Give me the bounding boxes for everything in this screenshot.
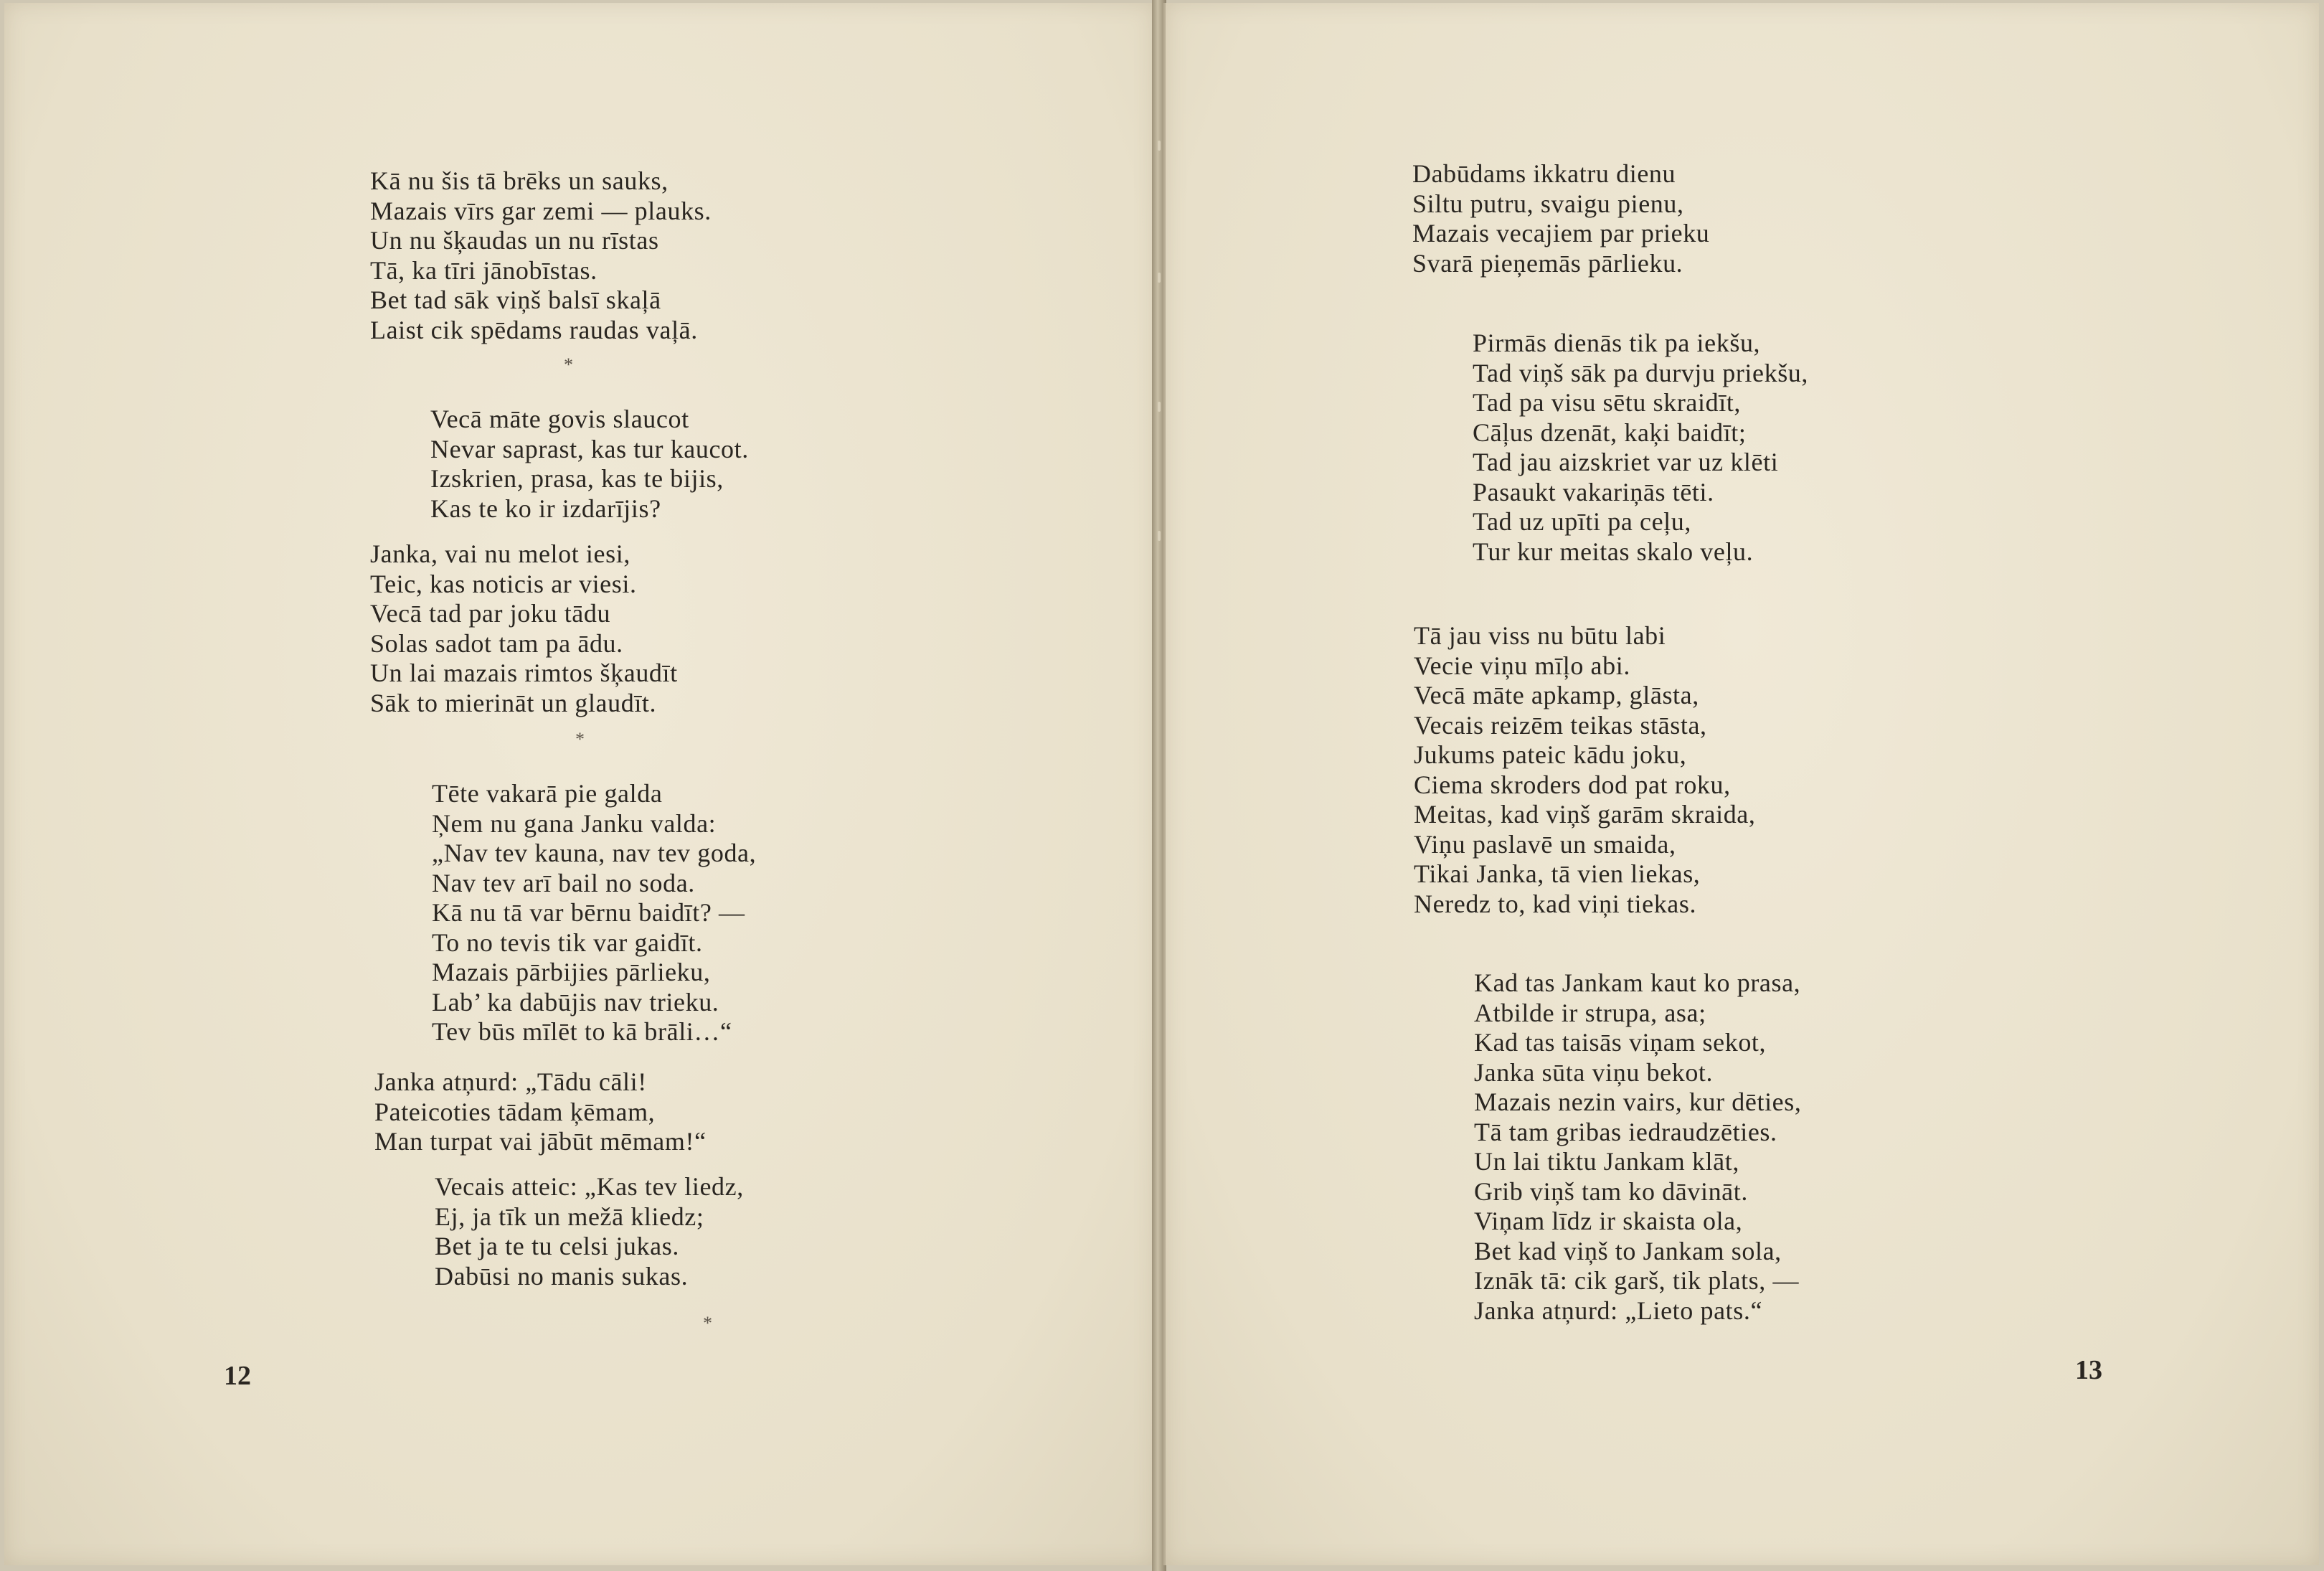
verse-line: Viņu paslavē un smaida, — [1414, 829, 1676, 859]
binding-stitch — [1158, 141, 1161, 151]
left-separator-2: * — [575, 729, 585, 750]
verse-line: Tā tam gribas iedraudzēties. — [1474, 1117, 1777, 1146]
verse-line: Ej, ja tīk un mežā kliedz; — [435, 1202, 704, 1231]
verse-line: Tad jau aizskriet var uz klēti — [1473, 448, 1779, 476]
verse-line: Vecie viņu mīļo abi. — [1414, 651, 1630, 680]
page-number-left: 12 — [224, 1361, 251, 1391]
verse-line: Bet kad viņš to Jankam sola, — [1474, 1236, 1782, 1265]
verse-line: Atbilde ir strupa, asa; — [1474, 998, 1706, 1027]
verse-line: Tur kur meitas skalo veļu. — [1473, 537, 1754, 566]
verse-line: Dabūsi no manis sukas. — [435, 1261, 689, 1291]
verse-line: Mazais vecajiem par prieku — [1412, 219, 1710, 247]
verse-line: Teic, kas noticis ar viesi. — [370, 569, 637, 598]
right-stanza-1 — [1412, 159, 1709, 278]
right-stanza-3 — [1414, 621, 1755, 919]
left-stanza-6 — [435, 1172, 744, 1291]
verse-line: Vecais reizēm teikas stāsta, — [1414, 710, 1707, 740]
verse-line: Tā jau viss nu būtu labi — [1414, 621, 1666, 650]
verse-line: Pasaukt vakariņās tēti. — [1473, 477, 1714, 506]
verse-line: To no tevis tik var gaidīt. — [432, 928, 703, 957]
verse-line: Mazais pārbijies pārlieku, — [432, 958, 711, 986]
left-separator-3: * — [703, 1313, 712, 1334]
verse-line: Jukums pateic kādu joku, — [1414, 740, 1687, 769]
verse-line: Dabūdams ikkatru dienu — [1412, 159, 1676, 188]
verse-line: Nevar saprast, kas tur kaucot. — [430, 434, 749, 463]
verse-line: Janka atņurd: „Tādu cāli! — [374, 1067, 647, 1096]
verse-line: Grib viņš tam ko dāvināt. — [1474, 1176, 1748, 1206]
verse-line: Siltu putru, svaigu pienu, — [1412, 189, 1684, 218]
verse-line: Bet tad sāk viņš balsī skaļā — [370, 286, 661, 314]
verse-line: Kad tas taisās viņam sekot, — [1474, 1028, 1767, 1057]
verse-line: Solas sadot tam pa ādu. — [370, 628, 623, 658]
verse-line: Laist cik spēdams raudas vaļā. — [370, 315, 698, 344]
left-stanza-5 — [374, 1067, 707, 1157]
verse-line: Meitas, kad viņš garām skraida, — [1414, 800, 1756, 829]
verse-line: Pateicoties tādam ķēmam, — [374, 1097, 656, 1126]
verse-line: Tā, ka tīri jānobīstas. — [370, 255, 597, 285]
left-stanza-1 — [370, 166, 712, 345]
verse-line: Tad viņš sāk pa durvju priekšu, — [1473, 358, 1809, 387]
verse-line: Tēte vakarā pie galda — [432, 779, 663, 808]
right-stanza-4 — [1474, 968, 1801, 1326]
verse-line: Vecā māte govis slaucot — [430, 405, 689, 433]
binding-stitch — [1158, 273, 1161, 283]
verse-line: Kā nu tā var bērnu baidīt? — — [432, 898, 745, 927]
verse-line: Svarā pieņemās pārlieku. — [1412, 248, 1683, 278]
left-stanza-2 — [430, 405, 749, 524]
right-stanza-2 — [1473, 329, 1808, 567]
verse-line: Un lai tiktu Jankam klāt, — [1474, 1147, 1739, 1176]
verse-line: Kas te ko ir izdarījis? — [430, 494, 661, 523]
verse-line: Vecā tad par joku tādu — [370, 599, 611, 628]
verse-line: Lab’ ka dabūjis nav trieku. — [432, 987, 719, 1016]
verse-line: Ciema skroders dod pat roku, — [1414, 770, 1731, 799]
verse-line: Kā nu šis tā brēks un sauks, — [370, 166, 669, 195]
left-stanza-4 — [432, 779, 756, 1047]
verse-line: Vecais atteic: „Kas tev liedz, — [435, 1172, 744, 1201]
verse-line: Bet ja te tu celsi jukas. — [435, 1232, 679, 1260]
binding-stitch — [1158, 402, 1161, 412]
verse-line: Cāļus dzenāt, kaķi baidīt; — [1473, 417, 1747, 447]
verse-line: „Nav tev kauna, nav tev goda, — [432, 839, 757, 867]
verse-line: Tev būs mīlēt to kā brāli…“ — [432, 1017, 732, 1046]
binding-stitch — [1158, 531, 1161, 541]
verse-line: Man turpat vai jābūt mēmam!“ — [374, 1127, 707, 1156]
verse-line: Un lai mazais rimtos šķaudīt — [370, 659, 678, 687]
right-page — [1163, 3, 2319, 1565]
verse-line: Iznāk tā: cik garš, tik plats, — — [1474, 1266, 1800, 1295]
verse-line: Un nu šķaudas un nu rīstas — [370, 226, 659, 255]
verse-line: Mazais vīrs gar zemi — plauks. — [370, 196, 712, 225]
verse-line: Ņem nu gana Janku valda: — [432, 808, 717, 838]
left-separator-1: * — [564, 354, 573, 375]
page-number-right: 13 — [2075, 1355, 2102, 1385]
verse-line: Vecā māte apkamp, glāsta, — [1414, 681, 1699, 709]
left-page — [4, 3, 1157, 1565]
verse-line: Kad tas Jankam kaut ko prasa, — [1474, 968, 1801, 997]
verse-line: Tikai Janka, tā vien liekas, — [1414, 859, 1701, 888]
verse-line: Tad uz upīti pa ceļu, — [1473, 507, 1691, 536]
verse-line: Nav tev arī bail no soda. — [432, 868, 695, 897]
verse-line: Janka atņurd: „Lieto pats.“ — [1474, 1296, 1763, 1325]
verse-line: Janka, vai nu melot iesi, — [370, 539, 630, 568]
verse-line: Sāk to mierināt un glaudīt. — [370, 688, 657, 717]
left-stanza-3 — [370, 539, 678, 718]
verse-line: Tad pa visu sētu skraidīt, — [1473, 388, 1742, 417]
verse-line: Janka sūta viņu bekot. — [1474, 1057, 1714, 1087]
verse-line: Mazais nezin vairs, kur dēties, — [1474, 1088, 1802, 1116]
verse-line: Neredz to, kad viņi tiekas. — [1414, 889, 1697, 918]
verse-line: Pirmās dienās tik pa iekšu, — [1473, 329, 1761, 357]
verse-line: Izskrien, prasa, kas te bijis, — [430, 464, 724, 493]
verse-line: Viņam līdz ir skaista ola, — [1474, 1207, 1743, 1235]
